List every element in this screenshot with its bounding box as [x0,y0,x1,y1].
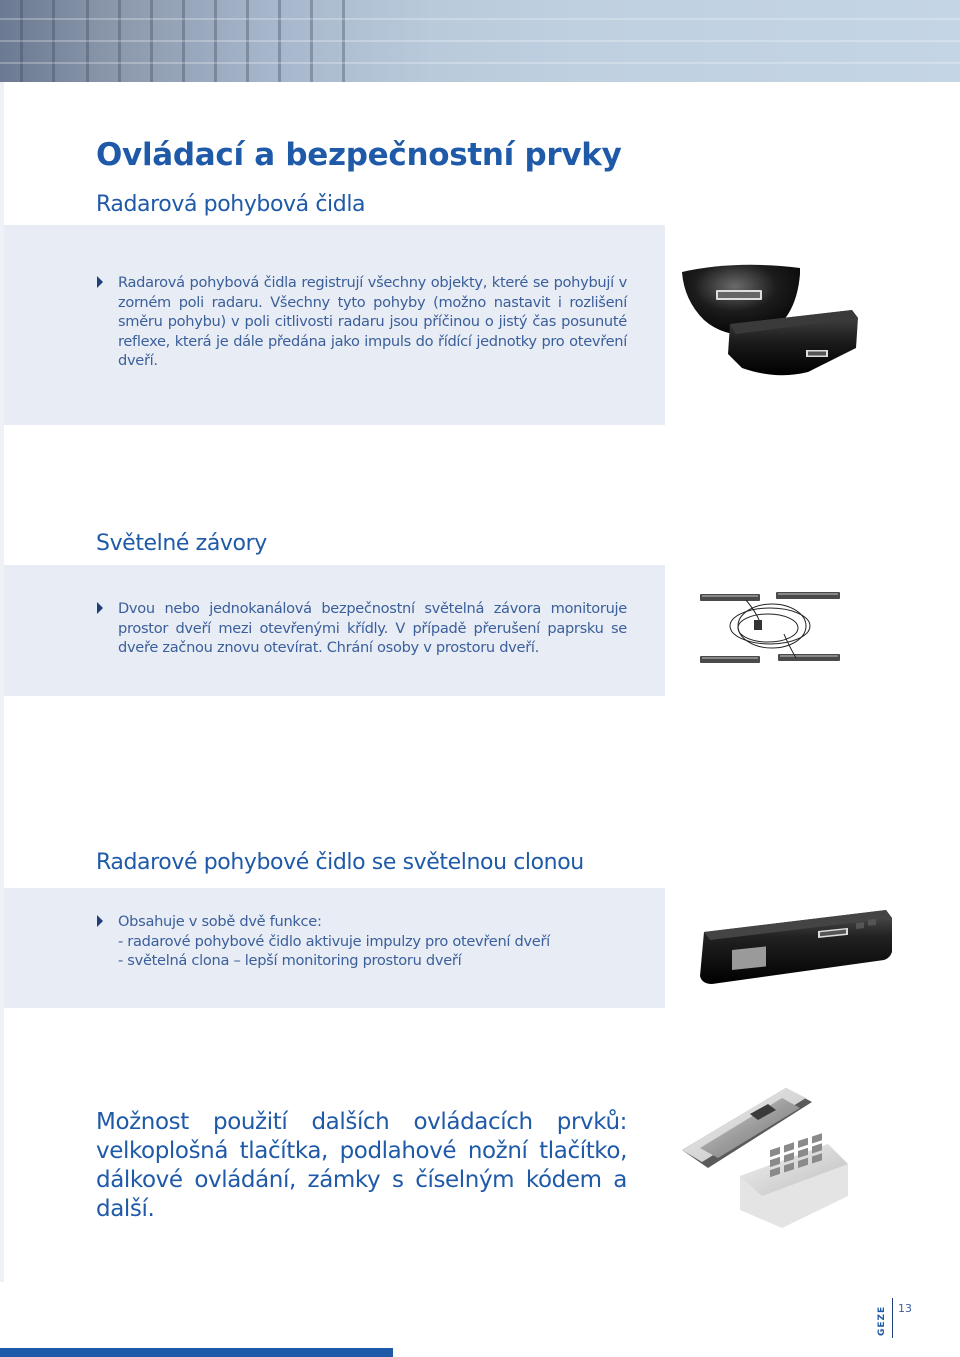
triangle-bullet-icon [97,276,103,288]
footer-bar [0,1348,393,1357]
function-line: - světelná clona – lepší monitoring prostoru dveří [118,952,462,970]
triangle-bullet-icon [97,602,103,614]
section-text-radar: Radarová pohybová čidla registrují všechny objekty, které se pohybují v zorném poli radaru. Všechny tyto pohyby (možno nastavit i rozlišení směru pohybu) v poli citlivosti radaru jsou příčinou o jistý čas posunuté reflexe, která je dále předána jako impuls do řídící jednotky pro otevření dveří. [118,274,627,370]
radar-light-curtain-sensor-image [694,904,894,986]
light-barrier-image [696,588,846,670]
page-number: 13 [898,1302,912,1315]
header-photo [0,0,960,82]
page-title: Ovládací a bezpečnostní prvky [96,137,622,173]
section-text-light-barrier: Dvou nebo jednokanálová bezpečnostní světelná závora monitoruje prostor dveří mezi otevřenými křídly. V případě přerušení paprsku se dveře začnou znovu otevírat. Chrání osoby v prostoru dveří. [118,600,627,657]
function-line: Obsahuje v sobě dvě funkce: [118,913,322,930]
other-controls-line: dálkové ovládání, zámky s číselným kódem a další. [96,1167,627,1222]
radar-sensor-image [676,258,866,388]
section-heading-radar-light-curtain: Radarové pohybové čidlo se světelnou clonou [96,850,584,875]
brand-logo [876,1298,893,1338]
other-controls-line: velkoplošná tlačítka, podlahové nožní tlačítko, [96,1138,627,1164]
section-heading-radar: Radarová pohybová čidla [96,192,366,217]
function-line: - radarové pohybové čidlo aktivuje impulzy pro otevření dveří [118,932,550,950]
section-heading-light-barrier: Světelné závory [96,531,267,556]
push-button-keypad-image [678,1084,850,1232]
brand-logo-text: GEZE [877,1305,887,1336]
other-controls-text [96,1108,627,1224]
section-text-radar-light-curtain [118,912,638,971]
triangle-bullet-icon [97,915,103,927]
other-controls-line: Možnost použití dalších ovládacích prvků: [96,1109,627,1135]
